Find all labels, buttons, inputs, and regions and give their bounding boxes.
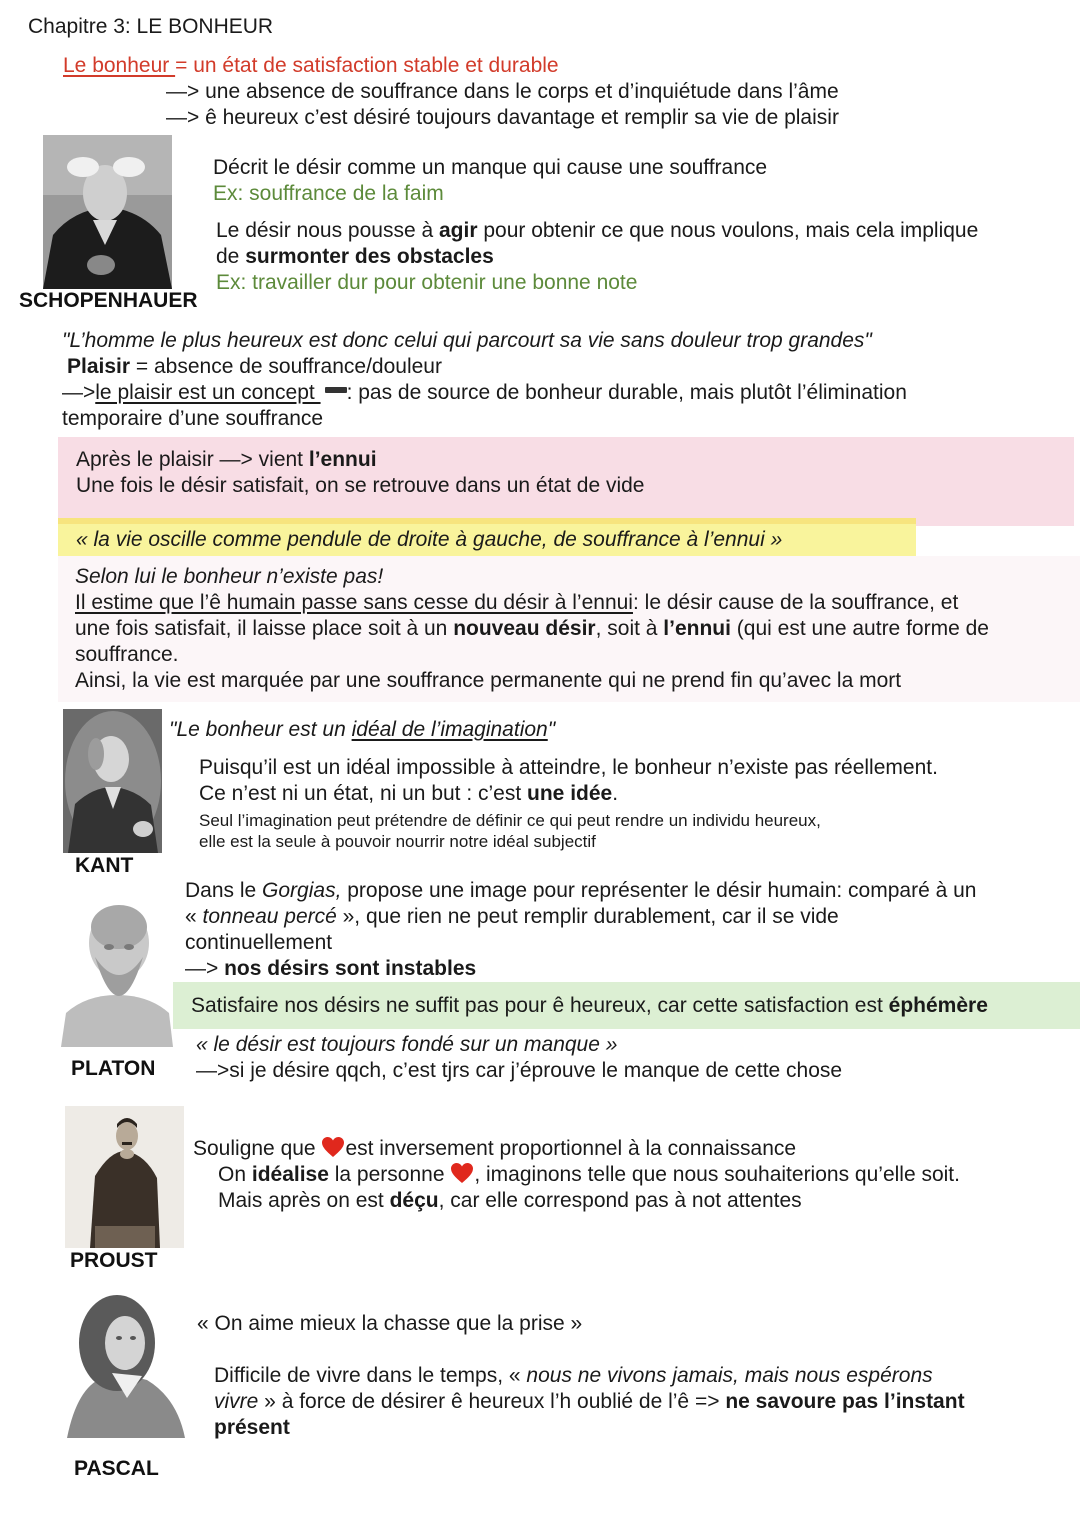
schopenhauer-example-2: Ex: travailler dur pour obtenir une bonne note: [216, 271, 638, 294]
philosopher-name-kant: KANT: [75, 854, 134, 877]
proust-line-3: Mais après on est déçu, car elle correspond pas à not attentes: [218, 1189, 802, 1212]
proust-line-1: Souligne que est inversement proportionnel à la connaissance: [193, 1137, 797, 1160]
plaisir-concept: —>le plaisir est un concept : pas de source de bonheur durable, mais plutôt l’élimination: [62, 381, 907, 404]
philosopher-name-pascal: PASCAL: [74, 1457, 159, 1480]
pascal-line-2: vivre » à force de désirer ê heureux l’h oublié de l’ê => ne savoure pas l’instant: [214, 1390, 965, 1413]
definition-text: = un état de satisfaction stable et durable: [175, 54, 559, 77]
definition-line-1: —> une absence de souffrance dans le corps et d’inquiétude dans l’âme: [166, 80, 839, 103]
schopenhauer-desc-2b: de surmonter des obstacles: [216, 245, 494, 268]
definition: [63, 53, 559, 79]
platon-line-2: « tonneau percé », que rien ne peut remplir durablement, car il se vide: [185, 905, 839, 928]
page-title: Chapitre 3: LE BONHEUR: [28, 15, 274, 38]
platon-line-3: continuellement: [185, 931, 333, 954]
kant-portrait: [63, 709, 162, 853]
platon-line-5: —>si je désire qqch, c’est tjrs car j’éprouve le manque de cette chose: [196, 1059, 843, 1082]
kant-line-4: elle est la seule à pouvoir nourrir notre idéal subjectif: [199, 832, 596, 851]
definition-term: Le bonheur: [63, 54, 176, 77]
conclusion-line-4: souffrance.: [75, 643, 179, 666]
kant-line-2: Ce n’est ni un état, ni un but : c’est une idée.: [199, 782, 619, 805]
plaisir-concept-line-2: temporaire d’une souffrance: [62, 407, 324, 430]
kant-line-3: Seul l’imagination peut prétendre de définir ce qui peut rendre un individu heureux,: [199, 811, 821, 830]
platon-green-line: Satisfaire nos désirs ne suffit pas pour ê heureux, car cette satisfaction est éphémère: [191, 994, 988, 1017]
schopenhauer-quote: "L’homme le plus heureux est donc celui qui parcourt sa vie sans douleur trop grandes": [62, 329, 872, 352]
proust-portrait: [65, 1106, 184, 1248]
platon-quote: « le désir est toujours fondé sur un manque »: [196, 1033, 618, 1056]
kant-quote: "Le bonheur est un idéal de l’imagination": [169, 718, 556, 741]
schopenhauer-portrait: [43, 135, 172, 289]
platon-portrait: [61, 895, 173, 1047]
pascal-portrait: [57, 1288, 189, 1448]
pendule-quote: « la vie oscille comme pendule de droite à gauche, de souffrance à l’ennui »: [76, 528, 783, 551]
minus-icon: [325, 387, 347, 393]
definition-line-2: —> ê heureux c’est désiré toujours davantage et remplir sa vie de plaisir: [166, 106, 839, 129]
conclusion-line-1: Selon lui le bonheur n’existe pas!: [75, 565, 384, 588]
platon-line-1: Dans le Gorgias, propose une image pour représenter le désir humain: comparé à un: [185, 879, 977, 902]
conclusion-line-5: Ainsi, la vie est marquée par une souffrance permanente qui ne prend fin qu’avec la mort: [75, 669, 902, 692]
proust-line-2: On idéalise la personne , imaginons telle que nous souhaiterions qu’elle soit.: [218, 1163, 960, 1186]
philosopher-name-proust: PROUST: [70, 1249, 158, 1272]
pascal-line-3: présent: [214, 1416, 290, 1439]
heart-icon: [450, 1162, 474, 1184]
conclusion-line-3: une fois satisfait, il laisse place soit à un nouveau désir, soit à l’ennui (qui est une autre forme de: [75, 617, 989, 640]
pascal-line-1: Difficile de vivre dans le temps, « nous ne vivons jamais, mais nous espérons: [214, 1364, 933, 1387]
platon-line-4: —> nos désirs sont instables: [185, 957, 477, 980]
heart-icon: [321, 1136, 345, 1158]
philosopher-name-schopenhauer: SCHOPENHAUER: [19, 289, 198, 312]
philosopher-name-platon: PLATON: [71, 1057, 156, 1080]
schopenhauer-desc-2: Le désir nous pousse à agir pour obtenir ce que nous voulons, mais cela implique: [216, 219, 979, 242]
schopenhauer-example-1: Ex: souffrance de la faim: [213, 182, 444, 205]
schopenhauer-desc-1: Décrit le désir comme un manque qui cause une souffrance: [213, 156, 768, 179]
plaisir-definition: Plaisir = absence de souffrance/douleur: [67, 355, 442, 378]
pascal-quote: « On aime mieux la chasse que la prise »: [197, 1312, 583, 1335]
ennui-line-2: Une fois le désir satisfait, on se retrouve dans un état de vide: [76, 474, 645, 497]
kant-line-1: Puisqu’il est un idéal impossible à atteindre, le bonheur n’existe pas réellement.: [199, 756, 938, 779]
ennui-line-1: Après le plaisir —> vient l’ennui: [76, 448, 377, 471]
conclusion-line-2: Il estime que l’ê humain passe sans cesse du désir à l’ennui: le désir cause de la souffrance, et: [75, 591, 959, 614]
